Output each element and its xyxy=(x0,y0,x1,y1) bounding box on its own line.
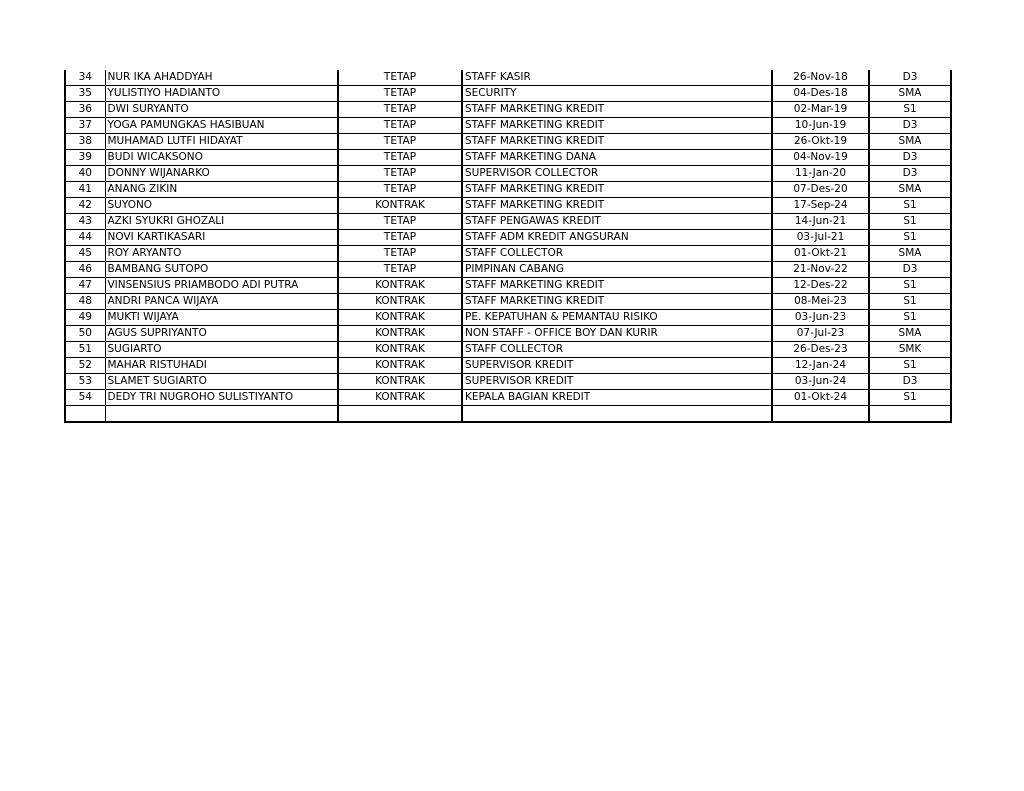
table-row xyxy=(65,134,951,150)
cell-employee-name: ANDRI PANCA WIJAYA xyxy=(105,294,338,310)
cell-start-date: 01-Okt-21 xyxy=(772,246,869,262)
table-row xyxy=(65,294,951,310)
cell-employment-status: KONTRAK xyxy=(338,342,462,358)
cell-education: S1 xyxy=(869,198,951,214)
cell-employment-status: TETAP xyxy=(338,230,462,246)
cell-start-date: 10-Jun-19 xyxy=(772,118,869,134)
cell-education: SMA xyxy=(869,134,951,150)
table-row xyxy=(65,358,951,374)
cell-employment-status: TETAP xyxy=(338,102,462,118)
cell-employee-name: DONNY WIJANARKO xyxy=(105,166,338,182)
empty-table-row xyxy=(65,406,951,422)
table-row xyxy=(65,118,951,134)
cell-employee-name: MAHAR RISTUHADI xyxy=(105,358,338,374)
cell-education: S1 xyxy=(869,390,951,406)
cell-employee-name: MUKTI WIJAYA xyxy=(105,310,338,326)
cell-education: S1 xyxy=(869,358,951,374)
cell-employment-status: TETAP xyxy=(338,134,462,150)
cell-start-date: 04-Nov-19 xyxy=(772,150,869,166)
cell-number: 38 xyxy=(65,134,105,150)
cell-start-date: 02-Mar-19 xyxy=(772,102,869,118)
cell-number: 47 xyxy=(65,278,105,294)
cell-position: STAFF ADM KREDIT ANGSURAN xyxy=(462,230,772,246)
cell-start-date: 17-Sep-24 xyxy=(772,198,869,214)
cell-employment-status: KONTRAK xyxy=(338,278,462,294)
cell-education: S1 xyxy=(869,278,951,294)
table-row xyxy=(65,86,951,102)
table-row xyxy=(65,262,951,278)
cell-education: D3 xyxy=(869,262,951,278)
cell-education: SMA xyxy=(869,86,951,102)
cell-start-date: 21-Nov-22 xyxy=(772,262,869,278)
empty-cell xyxy=(772,406,869,422)
cell-position: STAFF MARKETING KREDIT xyxy=(462,278,772,294)
cell-number: 50 xyxy=(65,326,105,342)
table-row xyxy=(65,70,951,86)
cell-employee-name: DEDY TRI NUGROHO SULISTIYANTO xyxy=(105,390,338,406)
table-row xyxy=(65,326,951,342)
cell-number: 45 xyxy=(65,246,105,262)
cell-number: 48 xyxy=(65,294,105,310)
cell-start-date: 01-Okt-24 xyxy=(772,390,869,406)
table-row xyxy=(65,102,951,118)
cell-start-date: 12-Des-22 xyxy=(772,278,869,294)
cell-position: STAFF MARKETING KREDIT xyxy=(462,294,772,310)
cell-start-date: 26-Nov-18 xyxy=(772,70,869,86)
cell-position: PIMPINAN CABANG xyxy=(462,262,772,278)
cell-education: SMA xyxy=(869,182,951,198)
cell-start-date: 04-Des-18 xyxy=(772,86,869,102)
cell-employee-name: NOVI KARTIKASARI xyxy=(105,230,338,246)
cell-number: 35 xyxy=(65,86,105,102)
cell-position: STAFF MARKETING KREDIT xyxy=(462,118,772,134)
table-row xyxy=(65,150,951,166)
cell-number: 52 xyxy=(65,358,105,374)
cell-education: S1 xyxy=(869,310,951,326)
cell-number: 49 xyxy=(65,310,105,326)
cell-employment-status: TETAP xyxy=(338,262,462,278)
cell-employee-name: ANANG ZIKIN xyxy=(105,182,338,198)
cell-employee-name: SLAMET SUGIARTO xyxy=(105,374,338,390)
cell-start-date: 14-Jun-21 xyxy=(772,214,869,230)
empty-cell xyxy=(462,406,772,422)
cell-employment-status: KONTRAK xyxy=(338,326,462,342)
cell-start-date: 26-Des-23 xyxy=(772,342,869,358)
empty-cell xyxy=(869,406,951,422)
cell-position: STAFF COLLECTOR xyxy=(462,246,772,262)
cell-number: 43 xyxy=(65,214,105,230)
table-row xyxy=(65,230,951,246)
cell-number: 36 xyxy=(65,102,105,118)
cell-position: STAFF MARKETING KREDIT xyxy=(462,182,772,198)
cell-employee-name: YULISTIYO HADIANTO xyxy=(105,86,338,102)
cell-education: D3 xyxy=(869,118,951,134)
cell-position: SUPERVISOR KREDIT xyxy=(462,374,772,390)
cell-employee-name: MUHAMAD LUTFI HIDAYAT xyxy=(105,134,338,150)
cell-start-date: 12-Jan-24 xyxy=(772,358,869,374)
cell-position: KEPALA BAGIAN KREDIT xyxy=(462,390,772,406)
cell-start-date: 07-Des-20 xyxy=(772,182,869,198)
empty-cell xyxy=(65,406,105,422)
cell-number: 54 xyxy=(65,390,105,406)
cell-position: STAFF COLLECTOR xyxy=(462,342,772,358)
employee-table xyxy=(64,70,952,423)
cell-employment-status: TETAP xyxy=(338,182,462,198)
employee-table-body xyxy=(65,70,951,422)
cell-start-date: 11-Jan-20 xyxy=(772,166,869,182)
cell-start-date: 03-Jun-24 xyxy=(772,374,869,390)
cell-employee-name: DWI SURYANTO xyxy=(105,102,338,118)
cell-number: 42 xyxy=(65,198,105,214)
cell-education: SMA xyxy=(869,326,951,342)
table-row xyxy=(65,214,951,230)
cell-position: SECURITY xyxy=(462,86,772,102)
cell-start-date: 08-Mei-23 xyxy=(772,294,869,310)
cell-employment-status: KONTRAK xyxy=(338,358,462,374)
cell-start-date: 26-Okt-19 xyxy=(772,134,869,150)
table-row xyxy=(65,182,951,198)
cell-number: 40 xyxy=(65,166,105,182)
cell-education: D3 xyxy=(869,70,951,86)
table-row xyxy=(65,342,951,358)
cell-employment-status: KONTRAK xyxy=(338,198,462,214)
cell-employment-status: KONTRAK xyxy=(338,374,462,390)
cell-position: SUPERVISOR KREDIT xyxy=(462,358,772,374)
cell-employee-name: NUR IKA AHADDYAH xyxy=(105,70,338,86)
cell-position: STAFF MARKETING DANA xyxy=(462,150,772,166)
cell-number: 51 xyxy=(65,342,105,358)
cell-education: D3 xyxy=(869,374,951,390)
table-row xyxy=(65,278,951,294)
cell-start-date: 03-Jul-21 xyxy=(772,230,869,246)
cell-employment-status: TETAP xyxy=(338,118,462,134)
table-row xyxy=(65,166,951,182)
cell-number: 37 xyxy=(65,118,105,134)
cell-employment-status: KONTRAK xyxy=(338,390,462,406)
cell-employee-name: YOGA PAMUNGKAS HASIBUAN xyxy=(105,118,338,134)
cell-position: SUPERVISOR COLLECTOR xyxy=(462,166,772,182)
cell-employee-name: AGUS SUPRIYANTO xyxy=(105,326,338,342)
cell-employment-status: TETAP xyxy=(338,70,462,86)
cell-position: PE. KEPATUHAN & PEMANTAU RISIKO xyxy=(462,310,772,326)
cell-position: STAFF PENGAWAS KREDIT xyxy=(462,214,772,230)
cell-employment-status: TETAP xyxy=(338,150,462,166)
cell-education: S1 xyxy=(869,102,951,118)
cell-number: 41 xyxy=(65,182,105,198)
cell-education: D3 xyxy=(869,150,951,166)
cell-education: S1 xyxy=(869,294,951,310)
cell-employment-status: TETAP xyxy=(338,246,462,262)
cell-employee-name: VINSENSIUS PRIAMBODO ADI PUTRA xyxy=(105,278,338,294)
cell-position: STAFF MARKETING KREDIT xyxy=(462,102,772,118)
cell-position: NON STAFF - OFFICE BOY DAN KURIR xyxy=(462,326,772,342)
cell-number: 34 xyxy=(65,70,105,86)
table-row xyxy=(65,374,951,390)
table-row xyxy=(65,246,951,262)
cell-number: 53 xyxy=(65,374,105,390)
cell-number: 39 xyxy=(65,150,105,166)
cell-education: SMA xyxy=(869,246,951,262)
cell-employee-name: BAMBANG SUTOPO xyxy=(105,262,338,278)
cell-employment-status: TETAP xyxy=(338,166,462,182)
table-row xyxy=(65,310,951,326)
empty-cell xyxy=(105,406,338,422)
cell-employee-name: SUGIARTO xyxy=(105,342,338,358)
cell-position: STAFF KASIR xyxy=(462,70,772,86)
cell-employee-name: AZKI SYUKRI GHOZALI xyxy=(105,214,338,230)
cell-employee-name: BUDI WICAKSONO xyxy=(105,150,338,166)
cell-education: S1 xyxy=(869,214,951,230)
cell-education: D3 xyxy=(869,166,951,182)
cell-start-date: 03-Jun-23 xyxy=(772,310,869,326)
cell-education: SMK xyxy=(869,342,951,358)
cell-employment-status: KONTRAK xyxy=(338,310,462,326)
cell-employment-status: TETAP xyxy=(338,86,462,102)
empty-cell xyxy=(338,406,462,422)
cell-position: STAFF MARKETING KREDIT xyxy=(462,134,772,150)
cell-employment-status: KONTRAK xyxy=(338,294,462,310)
cell-education: S1 xyxy=(869,230,951,246)
cell-start-date: 07-Jul-23 xyxy=(772,326,869,342)
cell-position: STAFF MARKETING KREDIT xyxy=(462,198,772,214)
cell-employment-status: TETAP xyxy=(338,214,462,230)
cell-number: 44 xyxy=(65,230,105,246)
cell-employee-name: ROY ARYANTO xyxy=(105,246,338,262)
table-row xyxy=(65,198,951,214)
cell-employee-name: SUYONO xyxy=(105,198,338,214)
cell-number: 46 xyxy=(65,262,105,278)
table-row xyxy=(65,390,951,406)
